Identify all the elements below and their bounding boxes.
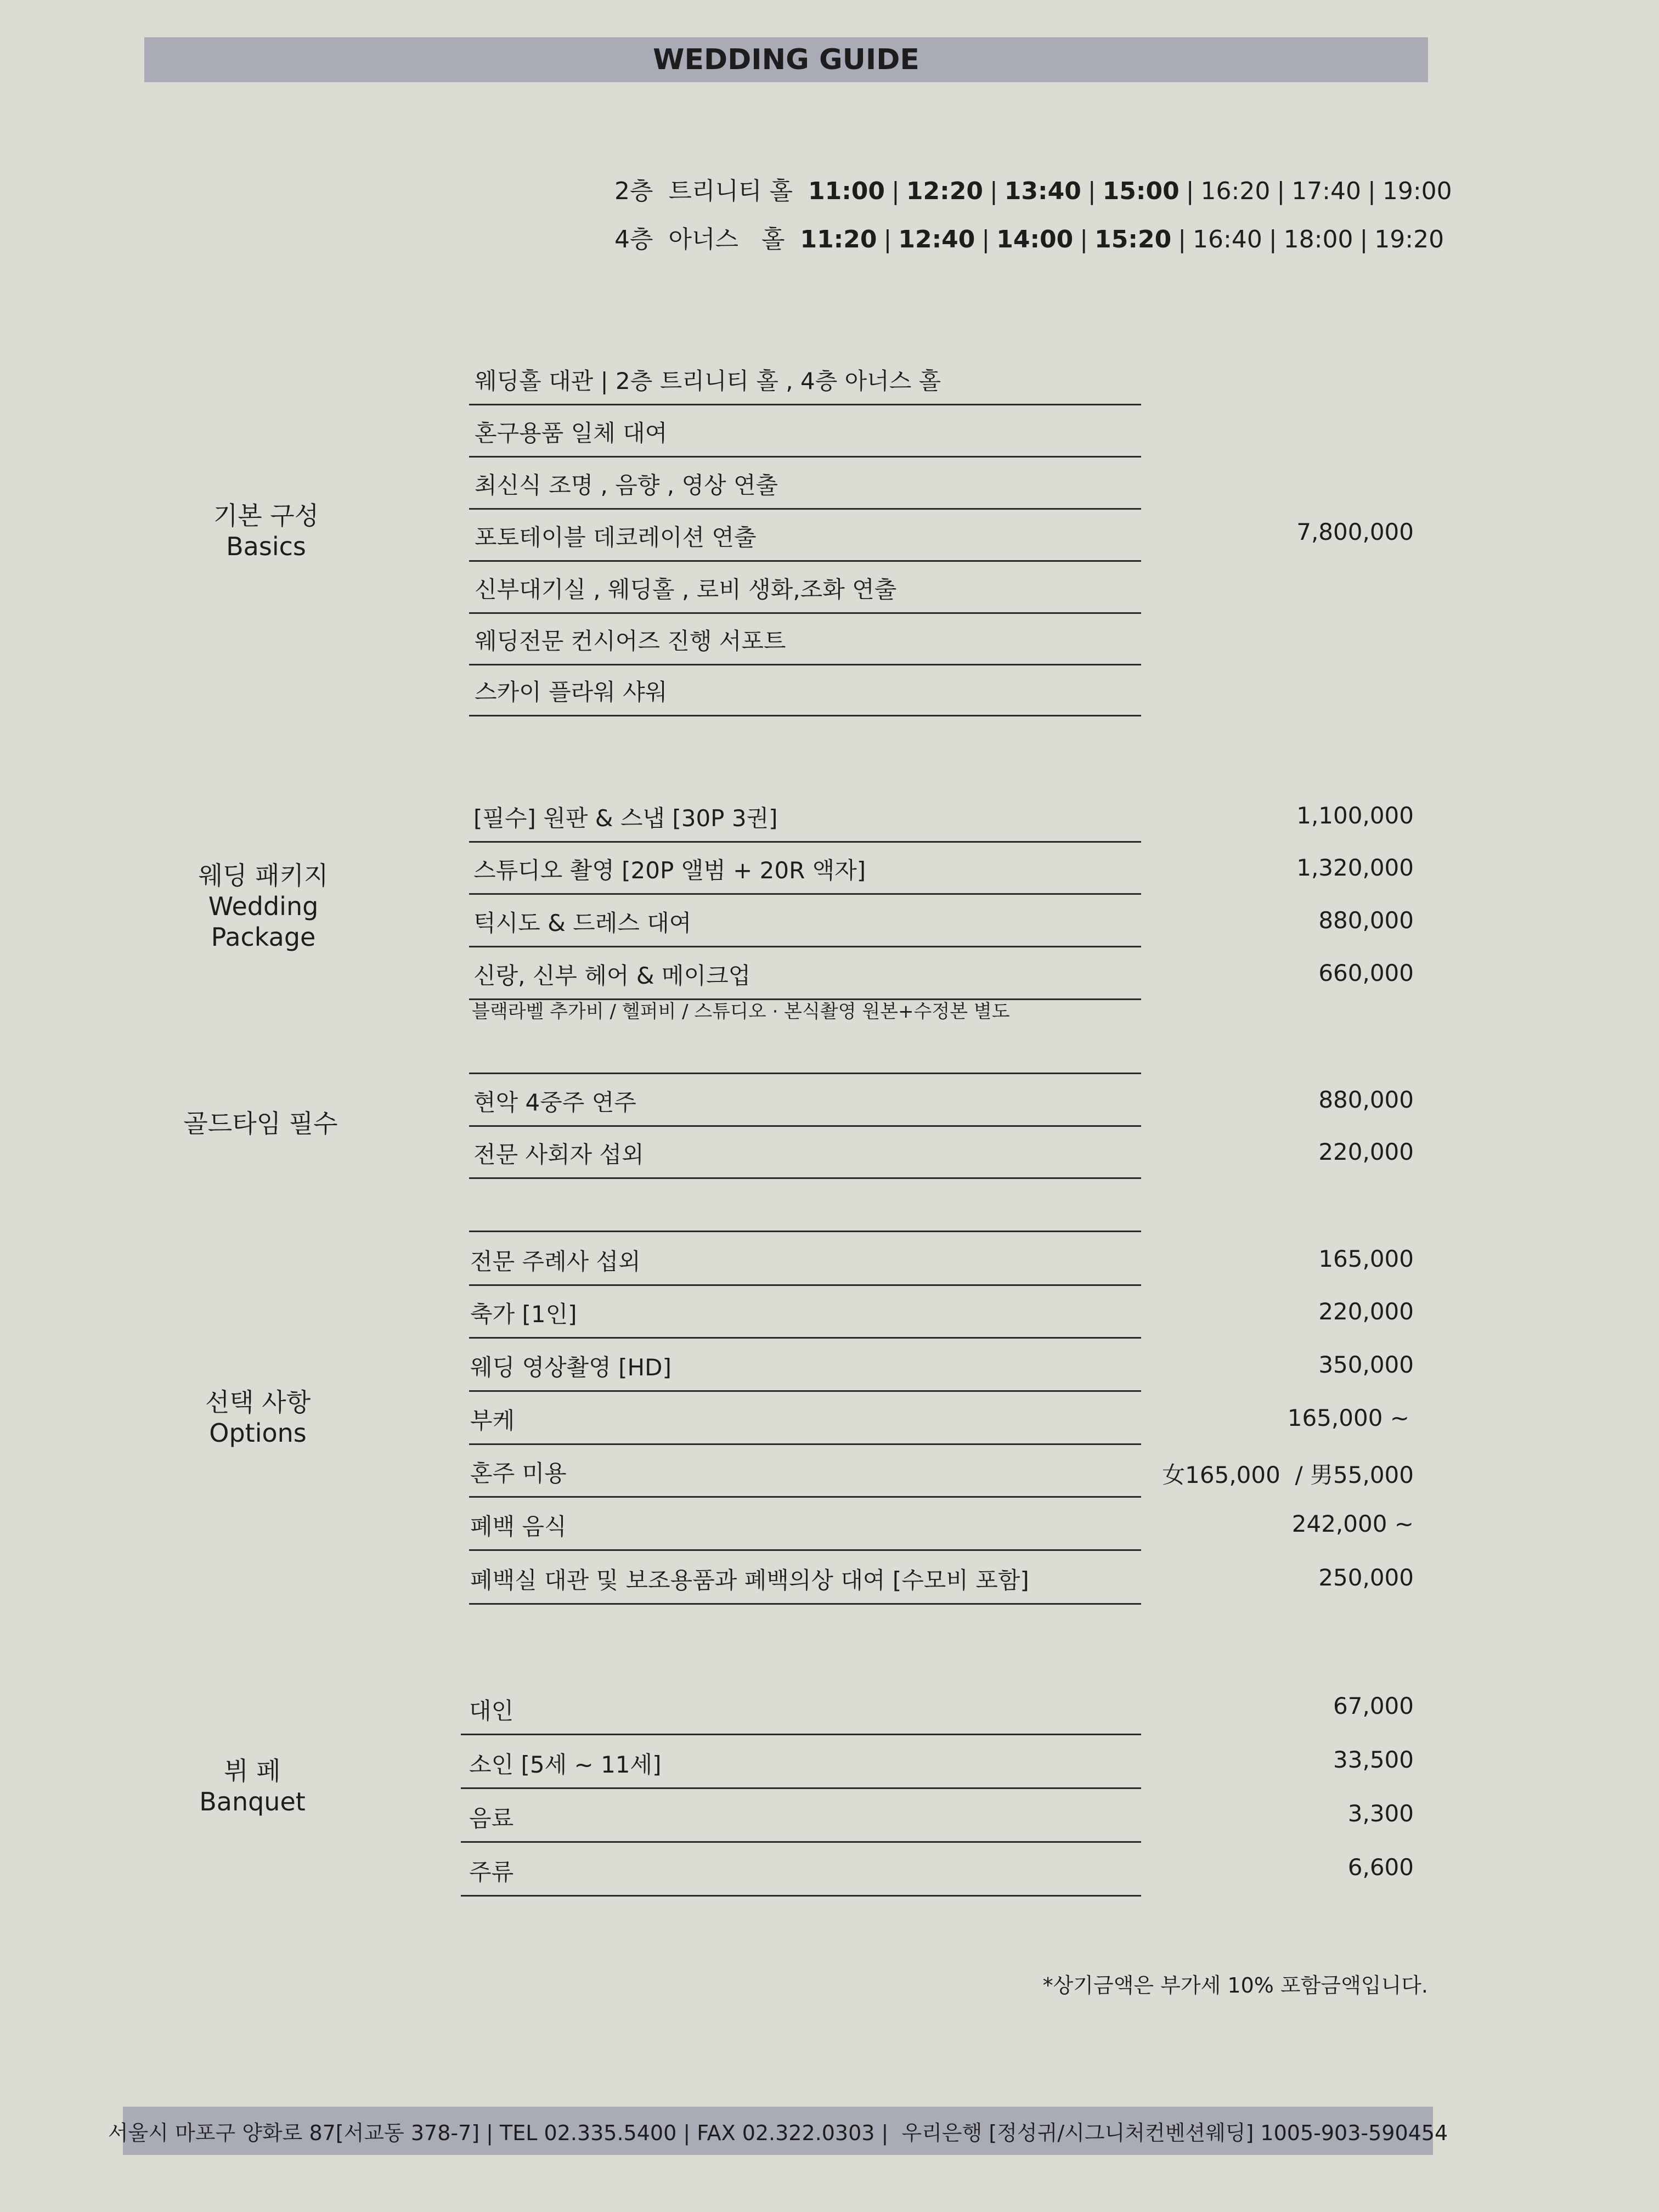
item-label: 스튜디오 촬영 [20P 앨범 + 20R 액자] — [473, 857, 866, 884]
item-label: 현악 4중주 연주 — [473, 1089, 636, 1116]
item-label: 대인 — [469, 1697, 514, 1724]
schedule-time: 12:20 — [906, 177, 983, 205]
category-package — [154, 860, 373, 952]
list-item — [469, 353, 1141, 405]
footer-bar — [108, 2107, 1448, 2155]
list-item — [469, 562, 1141, 614]
list-item — [469, 895, 1141, 947]
category-name-en: Banquet — [199, 1787, 306, 1816]
list-item — [469, 1553, 1141, 1605]
schedule-time: 11:00 — [808, 177, 885, 205]
item-price: 1,320,000 — [1296, 854, 1414, 881]
category-basics — [187, 500, 346, 562]
schedule-time: 15:20 — [1094, 225, 1172, 253]
item-label: 음료 — [469, 1805, 514, 1832]
item-label: 전문 사회자 섭외 — [473, 1141, 644, 1168]
item-label: 신랑, 신부 헤어 & 메이크업 — [473, 962, 751, 989]
schedule-floor: 2층 — [614, 177, 653, 205]
schedule-floor: 4층 — [614, 225, 653, 253]
list-item — [469, 664, 1141, 716]
item-price: 220,000 — [1318, 1138, 1414, 1165]
page-title: WEDDING GUIDE — [653, 43, 919, 76]
item-label: 최신식 조명 , 음향 , 영상 연출 — [475, 472, 778, 499]
category-name-en: Wedding Package — [208, 891, 319, 952]
item-label: 웨딩홀 대관 | 2층 트리니티 홀 , 4층 아너스 홀 — [475, 368, 941, 394]
item-price: 165,000 — [1318, 1245, 1414, 1272]
item-price: 880,000 — [1318, 907, 1414, 934]
list-item — [469, 613, 1141, 665]
schedule-time: 18:00 — [1283, 225, 1353, 253]
schedule-time: 14:00 — [996, 225, 1074, 253]
footer-info: 서울시 마포구 양화로 87[서교동 378-7] | TEL 02.335.5400 | FAX 02.322.0303 | 우리은행 [정성귀/시그니처컨벤션웨딩] 1005-903-590454 — [108, 2120, 1448, 2145]
item-label: 부케 — [470, 1407, 515, 1434]
item-price: 165,000 ~ — [1287, 1404, 1409, 1431]
schedule-time: 16:20 — [1200, 177, 1271, 205]
list-item — [469, 1446, 1141, 1498]
item-label: 스카이 플라워 샤워 — [475, 679, 668, 706]
schedule-time: 15:00 — [1102, 177, 1180, 205]
item-price: 6,600 — [1347, 1854, 1414, 1881]
item-label: 혼구용품 일체 대여 — [475, 420, 668, 447]
category-name-ko: 뷔 페 — [224, 1756, 281, 1786]
item-price: 3,300 — [1347, 1800, 1414, 1827]
list-item — [469, 948, 1141, 1000]
list-item — [469, 1286, 1141, 1339]
item-label: 웨딩전문 컨시어즈 진행 서포트 — [475, 628, 786, 654]
category-banquet — [181, 1756, 324, 1817]
basics-price: 7,800,000 — [1296, 518, 1414, 545]
item-label: 전문 주례사 섭외 — [470, 1248, 641, 1275]
list-item — [469, 843, 1141, 895]
item-price: 350,000 — [1318, 1351, 1414, 1378]
list-item — [469, 1234, 1141, 1286]
list-item — [469, 1393, 1141, 1445]
item-price: 250,000 — [1318, 1564, 1414, 1591]
item-price: 220,000 — [1318, 1298, 1414, 1325]
list-item — [461, 1844, 1141, 1897]
category-name-ko: 웨딩 패키지 — [198, 861, 329, 890]
divider — [469, 1180, 1141, 1232]
schedule-time: 19:20 — [1374, 225, 1444, 253]
list-item — [469, 791, 1141, 843]
item-price: 1,100,000 — [1296, 802, 1414, 829]
title-bar — [144, 37, 1428, 82]
item-label: 턱시도 & 드레스 대여 — [473, 910, 692, 936]
schedule-time: 11:20 — [800, 225, 877, 253]
item-label: 폐백실 대관 및 보조용품과 폐백의상 대여 [수모비 포함] — [470, 1567, 1029, 1594]
schedule-hall: 트리니티 홀 — [668, 177, 793, 205]
schedule-time: 12:40 — [898, 225, 975, 253]
schedule-time: 17:40 — [1291, 177, 1361, 205]
list-item — [469, 1075, 1141, 1127]
item-label: 웨딩 영상촬영 [HD] — [470, 1354, 672, 1381]
item-label: 폐백 음식 — [470, 1513, 567, 1540]
package-note: 블랙라벨 추가비 / 헬퍼비 / 스튜디오 · 본식촬영 원본+수정본 별도 — [472, 1001, 1010, 1023]
item-price: 67,000 — [1333, 1692, 1414, 1719]
divider — [469, 1024, 1141, 1074]
list-item — [469, 405, 1141, 458]
item-label: 소인 [5세 ~ 11세] — [469, 1751, 662, 1778]
item-price: 880,000 — [1318, 1086, 1414, 1113]
category-options — [170, 1387, 346, 1448]
item-label: [필수] 원판 & 스냅 [30P 3권] — [473, 805, 778, 832]
item-label: 주류 — [469, 1859, 514, 1886]
list-item — [461, 1737, 1141, 1789]
category-goldtime — [165, 1108, 357, 1139]
category-name-ko: 골드타임 필수 — [183, 1109, 338, 1138]
category-name-en: Options — [209, 1418, 307, 1448]
schedule-row-4f: 4층 아너스 홀 11:20 | 12:40 | 14:00 | 15:20 | 16:40 | 18:00 | 19:20 — [614, 225, 1444, 253]
list-item — [461, 1791, 1141, 1843]
category-name-ko: 기본 구성 — [213, 501, 319, 531]
item-price: 女165,000 / 男55,000 — [1162, 1462, 1414, 1488]
item-label: 포토테이블 데코레이션 연출 — [475, 524, 757, 551]
schedule-row-2f: 2층 트리니티 홀 11:00 | 12:20 | 13:40 | 15:00 | 16:20 | 17:40 | 19:00 — [614, 177, 1452, 205]
list-item — [469, 1499, 1141, 1551]
list-item — [461, 1683, 1141, 1735]
item-label: 혼주 미용 — [470, 1460, 567, 1487]
category-name-ko: 선택 사항 — [205, 1387, 311, 1417]
item-price: 242,000 ~ — [1291, 1510, 1414, 1537]
vat-note: *상기금액은 부가세 10% 포함금액입니다. — [1042, 1973, 1428, 1997]
category-name-en: Basics — [226, 532, 306, 561]
list-item — [469, 1340, 1141, 1392]
item-price: 33,500 — [1333, 1746, 1414, 1773]
item-label: 신부대기실 , 웨딩홀 , 로비 생화,조화 연출 — [475, 576, 897, 603]
schedule-time: 19:00 — [1382, 177, 1452, 205]
list-item — [469, 458, 1141, 510]
schedule-hall: 아너스 홀 — [668, 225, 785, 253]
item-price: 660,000 — [1318, 960, 1414, 986]
list-item — [469, 1127, 1141, 1179]
schedule-time: 13:40 — [1004, 177, 1081, 205]
item-label: 축가 [1인] — [470, 1301, 577, 1328]
schedule-time: 16:40 — [1193, 225, 1262, 253]
list-item — [469, 510, 1141, 562]
